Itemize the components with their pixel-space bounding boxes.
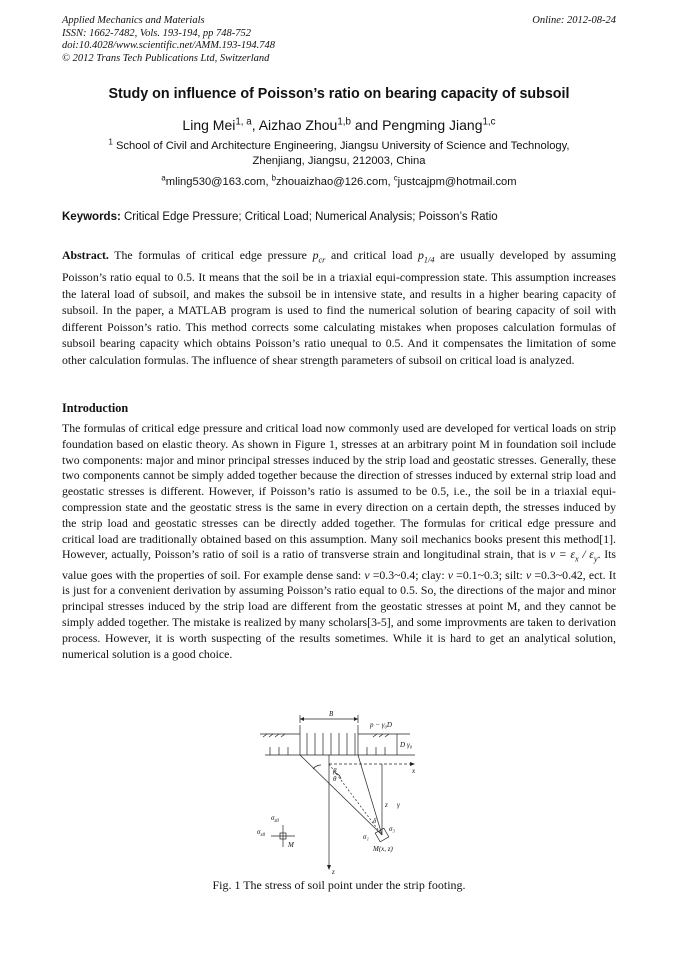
label-x: x: [412, 767, 416, 775]
email-mark: a: [161, 173, 166, 183]
label-m-xz: M(x, z): [373, 845, 393, 853]
abstract-label: Abstract.: [62, 248, 109, 262]
formula-sub: x: [575, 554, 579, 564]
intro-text: =0.3~0.42, ect. It is just for a convenient derivation by assuming Poisson’s ratio equal to 0.5. So, the directions of the major and minor principal stresses induced by the strip load are different from the geostatic stresses at point M, and they cannot be simply added together. The mistake is realized by many scholars[3-5], and some improvments are taken to derivation process. However, it is worth suspecting of the results sometimes. While it is hard to get an analytical solution, numerical solution is a good choice.: [62, 567, 616, 661]
intro-text: . Its value goes with the properties of soil. For example dense sand:: [62, 547, 616, 582]
figure-caption: Fig. 1 The stress of soil point under the strip footing.: [212, 878, 466, 892]
label-gamma0: γ₀: [407, 741, 413, 749]
author-name: Pengming Jiang: [382, 117, 483, 133]
author-affil-mark: 1,b: [337, 116, 351, 128]
formula-sub: y: [593, 554, 598, 564]
author-list: [62, 117, 616, 133]
symbol-pcr: p: [312, 248, 319, 262]
label-theta: θ: [333, 775, 337, 783]
issn-line: ISSN: 1662-7482, Vols. 193-194, pp 748-752: [62, 27, 251, 39]
keywords-label: Keywords:: [62, 211, 121, 223]
email-address[interactable]: zhouaizhao@126.com: [276, 176, 388, 188]
copyright-line: © 2012 Trans Tech Publications Ltd, Switzerland: [62, 52, 270, 64]
symbol-pcr-sub: cr: [318, 255, 326, 265]
intro-text: =0.3~0.4; clay:: [369, 567, 448, 582]
journal-name: Applied Mechanics and Materials: [62, 15, 205, 26]
abstract-text: and critical load: [325, 248, 419, 262]
email-address[interactable]: mling530@163.com: [165, 176, 266, 188]
journal-header: [62, 15, 275, 65]
label-load: p − γ₀D: [370, 721, 392, 729]
poisson-formula: / ε: [578, 547, 594, 562]
symbol-nu: ν: [525, 567, 532, 582]
keywords-text: Critical Edge Pressure; Critical Load; Numerical Analysis; Poisson’s Ratio: [120, 211, 498, 223]
affiliation: [62, 139, 616, 169]
email-mark: b: [271, 173, 277, 183]
label-sigma3: σ₃: [389, 825, 395, 833]
doi-line: doi:10.4028/www.scientific.net/AMM.193-194.748: [62, 40, 275, 51]
affil-mark: 1: [108, 137, 113, 147]
author-separator: and: [350, 117, 383, 133]
symbol-p14: p: [418, 248, 424, 262]
abstract-text: The formulas of critical edge pressure: [108, 248, 313, 262]
author-affil-mark: 1, a: [235, 116, 252, 128]
label-m: M: [288, 841, 294, 849]
affil-line-2: Zhenjiang, Jiangsu, 212003, China: [252, 155, 426, 167]
surcharge-arrows: [270, 747, 385, 755]
symbol-nu: ν: [447, 567, 454, 582]
label-sigma-z0: $\sigma_{z0}$: [271, 814, 279, 824]
strip-footing-figure: [255, 707, 425, 877]
online-date: Online: 2012-08-24: [532, 15, 616, 26]
label-b: B: [329, 710, 334, 718]
label-d: D: [400, 741, 406, 749]
poisson-formula: ν = ε: [549, 547, 575, 562]
author-affil-mark: 1,c: [482, 116, 496, 128]
email-mark: c: [393, 173, 398, 183]
label-sigma1: σ₁: [363, 833, 369, 841]
keywords: [62, 211, 616, 223]
label-z: z: [332, 868, 335, 876]
affil-line-1: School of Civil and Architecture Engineering, Jiangsu University of Science and Technology,: [112, 140, 570, 152]
label-delta: δ: [373, 817, 377, 825]
intro-paragraph: [62, 421, 616, 662]
label-z-depth: z: [385, 801, 388, 809]
abstract-text: are usually developed by assuming Poisson’s ratio equal to 0.5. It means that the soil be in a triaxial equi-compression state. This assumption increases the lateral load of subsoil, and makes the subsoil be in intensive state, and results in a higher bearing capacity of subsoil. In the paper, a MATLAB program is used to find the numerical solution of bearing capacity of soil with different Poisson’s ratio. This method corrects some calculating mistakes when proposes calculation formulas of subsoil bearing capacity which obtains Poisson’s ratio unequal to 0.5. And it compensates the limitation of some other calculation formulas. The influence of shear strength parameters of subsoil on critical load is analyzed.: [62, 248, 619, 367]
symbol-p14-sub: 1/4: [423, 255, 435, 265]
author-name: Aizhao Zhou: [258, 117, 338, 133]
email-address[interactable]: justcajpm@hotmail.com: [397, 176, 517, 188]
section-heading: Introduction: [62, 401, 129, 415]
email-list: [62, 173, 616, 188]
intro-text: The formulas of critical edge pressure and critical load now commonly used are developed for vertical loads on strip foundation based on elastic theory. As shown in Figure 1, stresses at an arbitrary point M in foundation soil include two components: major and minor principal stresses induced by the strip load and geostatic stresses. Generally, these two components cannot be simply added together because the direction of stresses induced by external strip load and geostatic stresses is different. However, if Poisson’s ratio is assumed to be 0.5, i.e., the soil be in a triaxial equi-compression state and the geostatic stress is the same in every direction on a certain depth, the stresses induced by the strip load and geostatic stresses can be directly added together. The formulas for critical edge pressure and critical load are traditionally obtained based on this assumption. Many soil mechanics books present this method[1]. However, actually, Poisson’s ratio of soil is a ratio of transverse strain and longitudinal strain, that is: [62, 421, 616, 562]
label-sigma-x0: $\sigma_{x0}$: [257, 828, 266, 838]
abstract: [62, 247, 619, 369]
paper-title: Study on influence of Poisson’s ratio on bearing capacity of subsoil: [108, 86, 570, 102]
label-beta: β: [333, 767, 337, 775]
symbol-nu: ν: [364, 567, 370, 582]
footing-load-arrows: [307, 733, 355, 755]
label-gamma: γ: [397, 801, 400, 809]
intro-text: =0.1~0.3; silt:: [453, 567, 526, 582]
author-name: Ling Mei: [182, 117, 236, 133]
author-separator: ,: [251, 117, 259, 133]
email-separator: ,: [265, 176, 272, 188]
email-separator: ,: [387, 176, 394, 188]
